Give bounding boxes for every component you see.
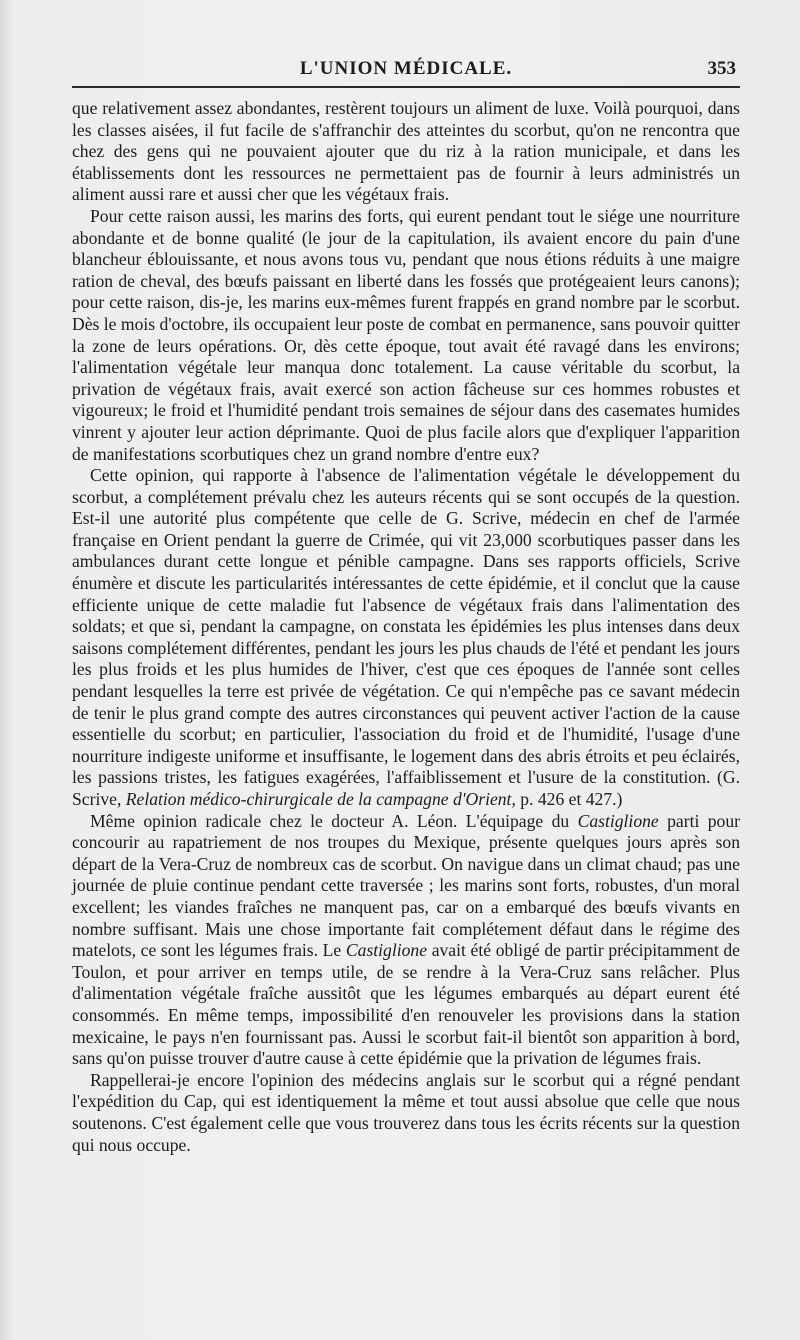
citation-title: Relation médico-chirurgicale de la campagne d'Orient, xyxy=(125,789,516,809)
paragraph-3 xyxy=(72,465,740,811)
ship-name: Castiglione xyxy=(577,810,659,831)
paragraph-2: Pour cette raison aussi, les marins des forts, qui eurent pendant tout le siége une nourriture abondante et de bonne qualité (le jour de la capitulation, ils avaient encore du pain d'une blancheur éblouissante, et nous avons tous vu, pendant que nous étions réduits à une maigre ration de cheval, des bœufs paissant en liberté dans les fossés que protégeaient leurs canons); pour cette raison, dis-je, les marins eux-mêmes furent frappés en grand nombre par le scorbut. Dès le mois d'octobre, ils occupaient leur poste de combat en permanence, sans pouvoir quitter la zone de leurs opérations. Or, dès cette époque, tout avait été ravagé dans les environs; l'alimentation végétale leur manqua donc totalement. La cause véritable du scorbut, la privation de végétaux frais, avait exercé son action fâcheuse sur ces hommes robustes et vigoureux; le froid et l'humidité pendant trois semaines de séjour dans des casemates humides vinrent y ajouter leur action déprimante. Quoi de plus facile alors que d'expliquer l'apparition de manifestations scorbutiques chez un grand nombre d'entre eux? xyxy=(72,205,740,464)
body-text xyxy=(72,98,740,1156)
paragraph-4-text-b: parti pour concourir au rapatriement de nos troupes du Mexique, présente quelques jours après son départ de la Vera-Cruz de nombreux cas de scorbut. On navigue dans un climat chaud; pas une journée de pluie continue pendant cette traversée ; les marins sont forts, robustes, d'un moral excellent; les viandes fraîches ne manquent pas, car on a embarqué des bœufs vivants en nombre suffisant. Mais une chose importante fait complétement défaut dans le régime des matelots, ce sont les légumes frais. Le xyxy=(72,810,740,961)
paragraph-4-text-a: Même opinion radicale chez le docteur A. Léon. L'équipage du xyxy=(90,810,570,831)
page-number: 353 xyxy=(707,58,736,79)
paragraph-4-text-c: avait été obligé de partir précipitamment de Toulon, et pour arriver en temps utile, de se rendre à la Vera-Cruz sans relâcher. Plus d'alimentation végétale fraîche aussitôt que les légumes embarqués au départ eurent été consommés. En même temps, impossibilité d'en renouveler les provisions dans la station mexicaine, le pays n'en fournissant pas. Aussi le scorbut fait-il bientôt son apparition à bord, sans qu'on puisse trouver d'autre cause à cette épidémie que la privation de légumes frais. xyxy=(72,940,740,1069)
paragraph-3-text: Cette opinion, qui rapporte à l'absence de l'alimentation végétale le développement du scorbut, a complétement prévalu chez les auteurs récents qui se sont occupés de la question. Est-il une autorité plus compétente que celle de G. Scrive, médecin en chef de l'armée française en Orient pendant la guerre de Crimée, qui vit 23,000 scorbutiques passer dans les ambulances durant cette longue et pénible campagne. Dans ses rapports officiels, Scrive énumère et discute les particularités intéressantes de cette épidémie, et il conclut que la cause efficiente unique de cette maladie fut l'absence de végétaux frais dans l'alimentation des soldats; et que si, pendant la campagne, on constata les épidémies les plus intenses dans deux saisons complétement différentes, pendant les jours les plus chauds de l'été et pendant les jours les plus froids et les plus humides de l'hiver, c'est que ces époques de l'année sont celles pendant lesquelles la terre est privée de végétation. Ce qui n'empêche pas ce savant médecin de tenir le plus grand compte des autres circonstances qui peuvent activer l'action de la cause essentielle du scorbut; en particulier, l'association du froid et de l'humidité, l'usage d'une nourriture indigeste uniforme et insuffisante, le logement dans des abris étroits et peu éclairés, les passions tristes, les fatigues exagérées, l'affaiblissement et l'usure de la constitution. (G. Scrive, xyxy=(72,465,740,809)
ship-name: Castiglione xyxy=(345,940,428,961)
page-header xyxy=(72,56,740,88)
paragraph-4 xyxy=(72,811,740,1070)
paragraph-5: Rappellerai-je encore l'opinion des médecins anglais sur le scorbut qui a régné pendant l'expédition du Cap, qui est identiquement la même et tout aussi absolue que celle que nous soutenons. C'est également celle que vous trouverez dans tous les écrits récents sur la question qui nous occupe. xyxy=(72,1069,740,1155)
running-title: L'UNION MÉDICALE. xyxy=(299,58,513,79)
paragraph-1: que relativement assez abondantes, restèrent toujours un aliment de luxe. Voilà pourquoi, dans les classes aisées, il fut facile de s'affranchir des atteintes du scorbut, qu'on ne rencontra que chez des gens qui ne pouvaient ajouter que du riz à la ration municipale, et dans les établissements dont les ressources ne permettaient pas de fournir à leurs administrés un aliment aussi rare et aussi cher que les végétaux frais. xyxy=(72,98,740,205)
citation-pages: p. 426 et 427.) xyxy=(520,789,623,809)
